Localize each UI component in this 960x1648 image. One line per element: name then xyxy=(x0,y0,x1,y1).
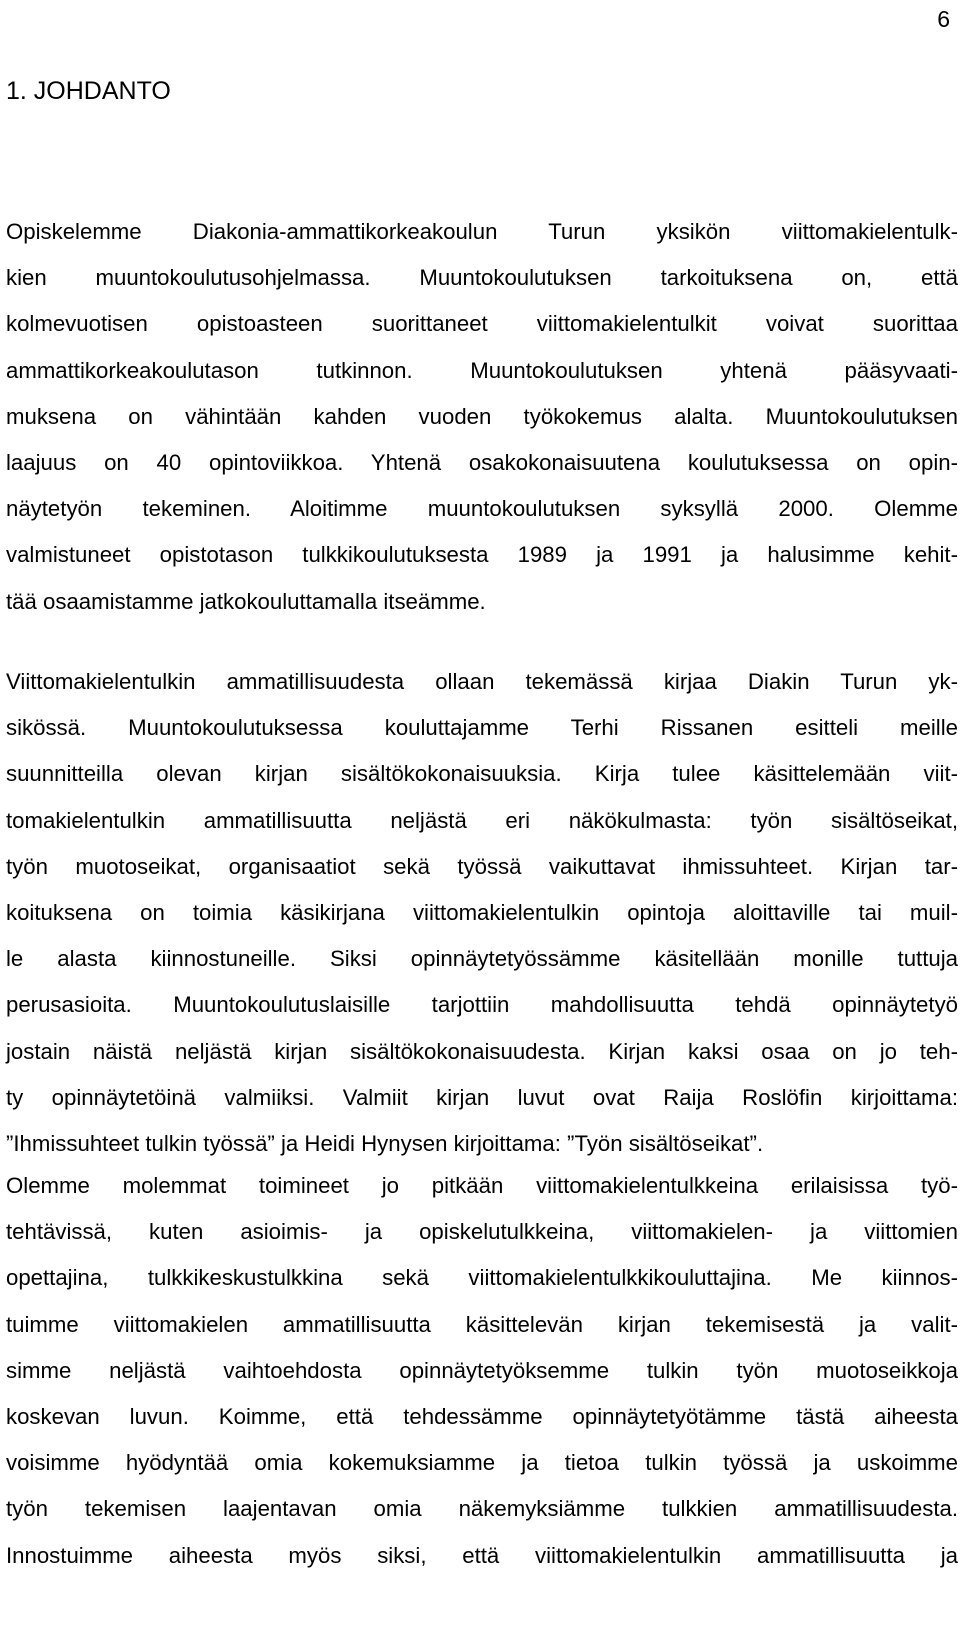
text-line: le alasta kiinnostuneille. Siksi opinnäytetyössämme käsitellään monille tuttuja xyxy=(6,946,958,972)
text-line: jostain näistä neljästä kirjan sisältökokonaisuudesta. Kirjan kaksi osaa on jo teh- xyxy=(6,1038,958,1064)
text-line: kien muuntokoulutusohjelmassa. Muuntokoulutuksen tarkoituksena on, että xyxy=(6,265,958,291)
text-line: koituksena on toimia käsikirjana viittomakielentulkin opintoja aloittaville tai muil- xyxy=(6,899,958,925)
section-heading: 1. JOHDANTO xyxy=(6,77,171,105)
text-line: perusasioita. Muuntokoulutuslaisille tarjottiin mahdollisuutta tehdä opinnäytetyö xyxy=(6,992,958,1018)
text-line: ”Ihmissuhteet tulkin työssä” ja Heidi Hynysen kirjoittama: ”Työn sisältöseikat”. xyxy=(6,1130,764,1156)
text-line: valmistuneet opistotason tulkkikoulutuksesta 1989 ja 1991 ja halusimme kehit- xyxy=(6,542,958,568)
text-line: Innostuimme aiheesta myös siksi, että viittomakielentulkin ammatillisuutta ja xyxy=(6,1542,958,1568)
text-line: opettajina, tulkkikeskustulkkina sekä viittomakielentulkkikouluttajina. Me kiinnos- xyxy=(6,1265,958,1291)
text-line: Olemme molemmat toimineet jo pitkään viittomakielentulkkeina erilaisissa työ- xyxy=(6,1173,958,1198)
text-line: tää osaamistamme jatkokouluttamalla itseämme. xyxy=(6,588,486,614)
text-line: tuimme viittomakielen ammatillisuutta käsittelevän kirjan tekemisestä ja valit- xyxy=(6,1311,958,1337)
paragraph-book xyxy=(6,659,958,1167)
text-line: koskevan luvun. Koimme, että tehdessämme opinnäytetyötämme tästä aiheesta xyxy=(6,1403,958,1429)
page-number: 6 xyxy=(937,6,950,32)
text-line: työn muotoseikat, organisaatiot sekä työssä vaikuttavat ihmissuhteet. Kirjan tar- xyxy=(6,853,958,879)
text-line: näytetyön tekeminen. Aloitimme muuntokoulutuksen syksyllä 2000. Olemme xyxy=(6,496,958,522)
text-line: tehtävissä, kuten asioimis- ja opiskelutulkkeina, viittomakielen- ja viittomien xyxy=(6,1219,958,1245)
text-line: kolmevuotisen opistoasteen suorittaneet viittomakielentulkit voivat suorittaa xyxy=(6,311,958,337)
text-line: muksena on vähintään kahden vuoden työkokemus alalta. Muuntokoulutuksen xyxy=(6,403,958,429)
text-line: tomakielentulkin ammatillisuutta neljästä eri näkökulmasta: työn sisältöseikat, xyxy=(6,807,958,833)
text-line: sikössä. Muuntokoulutuksessa kouluttajamme Terhi Rissanen esitteli meille xyxy=(6,715,958,741)
text-line: laajuus on 40 opintoviikkoa. Yhtenä osakokonaisuutena koulutuksessa on opin- xyxy=(6,449,958,475)
text-line: simme neljästä vaihtoehdosta opinnäytetyöksemme tulkin työn muotoseikkoja xyxy=(6,1357,958,1383)
text-line: Opiskelemme Diakonia-ammattikorkeakoulun Turun yksikön viittomakielentulk- xyxy=(6,219,958,244)
paragraph-intro xyxy=(6,209,958,625)
text-line: voisimme hyödyntää omia kokemuksiamme ja tietoa tulkin työssä ja uskoimme xyxy=(6,1450,958,1476)
text-line: ammattikorkeakoulutason tutkinnon. Muuntokoulutuksen yhtenä pääsyvaati- xyxy=(6,357,958,383)
text-line: työn tekemisen laajentavan omia näkemyksiämme tulkkien ammatillisuudesta. xyxy=(6,1496,958,1522)
text-line: Viittomakielentulkin ammatillisuudesta ollaan tekemässä kirjaa Diakin Turun yk- xyxy=(6,669,958,694)
text-line: suunnitteilla olevan kirjan sisältökokonaisuuksia. Kirja tulee käsittelemään viit- xyxy=(6,761,958,787)
text-line: ty opinnäytetöinä valmiiksi. Valmiit kirjan luvut ovat Raija Roslöfin kirjoittama: xyxy=(6,1084,958,1110)
paragraph-authors xyxy=(6,1163,958,1579)
